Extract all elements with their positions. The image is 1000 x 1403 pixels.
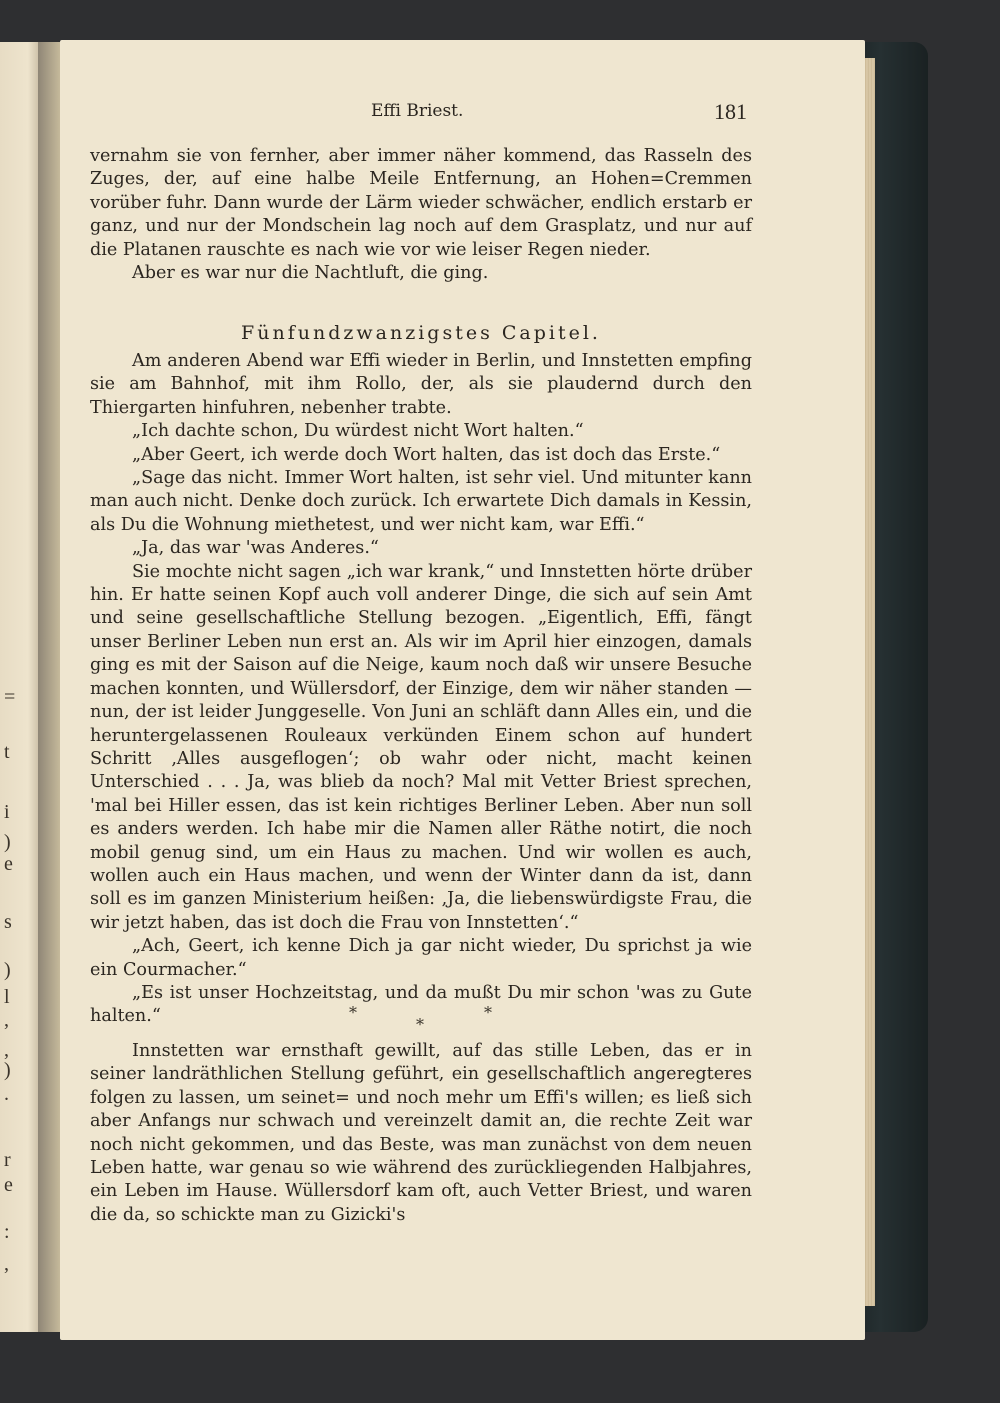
closing-text (90, 1040, 752, 1227)
dialogue-paragraph: „Sage das nicht. Immer Wort halten, ist sehr viel. Und mitunter kann man auch nicht. Denke doch zurück. Ich erwartete Dich damals in Kessin, als Du die Wohnung miethetest, und wer nicht kam, war Effi.“ (90, 468, 752, 535)
left-page-character: ) (4, 831, 11, 853)
dialogue-paragraph: „Ja, das war 'was Anderes.“ (132, 538, 379, 559)
left-page-character: i (4, 801, 10, 823)
left-page-character: e (4, 853, 13, 875)
dialogue-paragraph: „Ich dachte schon, Du würdest nicht Wort halten.“ (132, 421, 584, 442)
section-break-star: * (484, 1003, 492, 1022)
left-page-character: , (4, 1253, 9, 1275)
left-page-character: : (4, 1221, 10, 1243)
intro-text (90, 145, 752, 285)
dialogue-paragraph: „Es ist unser Hochzeitstag, und da mußt Du mir schon 'was zu Gute halten.“ (90, 982, 752, 1027)
left-page-character: ) (4, 1059, 11, 1081)
left-page-character: r (4, 1149, 11, 1171)
paragraph: Sie mochte nicht sagen „ich war krank,“ und Innstetten hörte drüber hin. Er hatte seinen Kopf auch voll anderer Dinge, die sich auf sein Amt und seine gesellschaftliche Stellung bezogen. „Eigentlich, Effi, fängt unser Berliner Leben nun erst an. Als wir im April hier einzogen, damals ging es mit der Saison auf die Neige, kaum noch daß wir unsere Besuche machen konnten, und Wüllersdorf, der Einzige, dem wir näher standen — nun, der ist leider Junggeselle. Von Juni an schläft dann Alles ein, und die heruntergelassenen Rouleaux verkünden Einem schon auf hundert Schritt ‚Alles ausgeflogen‘; ob wahr oder nicht, macht keinen Unterschied . . . Ja, was blieb da noch? Mal mit Vetter Briest sprechen, 'mal bei Hiller essen, das ist kein richtiges Berliner Leben. Aber nun soll es anders werden. Ich habe mir die Namen aller Räthe notirt, die noch mobil genug sind, um ein Haus zu machen. Und wir wollen es auch, wollen auch ein Haus machen, und wenn der Winter dann da ist, dann soll es im ganzen Ministerium heißen: ‚Ja, die liebenswürdigste Frau, die wir jetzt haben, das ist doch die Frau von Innstetten‘.“ (90, 561, 752, 933)
paragraph: Aber es war nur die Nachtluft, die ging. (132, 263, 489, 284)
dialogue-paragraph: „Ach, Geert, ich kenne Dich ja gar nicht wieder, Du sprichst ja wie ein Courmacher.“ (90, 936, 752, 980)
left-page-character: , (4, 1009, 9, 1031)
left-page-character: e (4, 1174, 13, 1196)
left-page-character: s (4, 911, 12, 933)
running-header: Effi Briest. (371, 101, 464, 121)
paragraph: vernahm sie von fernher, aber immer näher kommend, das Rasseln des Zuges, der, auf eine halbe Meile Entfernung, an Hohen=Cremmen vorüber fuhr. Dann wurde der Lärm wieder schwächer, endlich erstarb er ganz, und nur der Mondschein lag noch auf dem Grasplatz, und nur auf die Platanen rauschte es nach wie vor wie leiser Regen nieder. (90, 146, 752, 260)
section-break-star: * (416, 1015, 424, 1034)
left-page-character: ) (4, 959, 11, 981)
left-page-character: . (4, 1083, 9, 1105)
left-page-character: , (4, 1039, 9, 1061)
paragraph: Am anderen Abend war Effi wieder in Berlin, und Innstetten empfing sie am Bahnhof, mit ihm Rollo, der, als sie plaudernd durch den Thiergarten hinfuhren, nebenher trabte. (90, 351, 752, 418)
page-number: 181 (714, 99, 747, 124)
left-page-character: = (4, 686, 16, 708)
dialogue-paragraph: „Aber Geert, ich werde doch Wort halten, das ist doch das Erste.“ (132, 444, 721, 465)
chapter-text (90, 350, 752, 1029)
left-page-character: l (4, 986, 10, 1008)
left-page-character: t (4, 741, 10, 763)
paragraph: Innstetten war ernsthaft gewillt, auf das stille Leben, das er in seiner landräthlichen Stellung geführt, ein gesellschaftlich angeregteres folgen zu lassen, um seinet= und noch mehr um Effi's willen; es ließ sich aber Anfangs nur schwach und vereinzelt damit an, die rechte Zeit war noch nicht gekommen, und das Beste, was man zunächst von dem neuen Leben hatte, war genau so wie während des zurückliegenden Halbjahres, ein Leben im Hause. Wüllersdorf kam oft, auch Vetter Briest, und waren die da, so schickte man zu Gizicki's (90, 1041, 752, 1225)
chapter-title: Fünfundzwanzigstes Capitel. (241, 322, 601, 344)
left-page-margin (0, 42, 40, 1332)
section-break-star: * (349, 1003, 357, 1022)
